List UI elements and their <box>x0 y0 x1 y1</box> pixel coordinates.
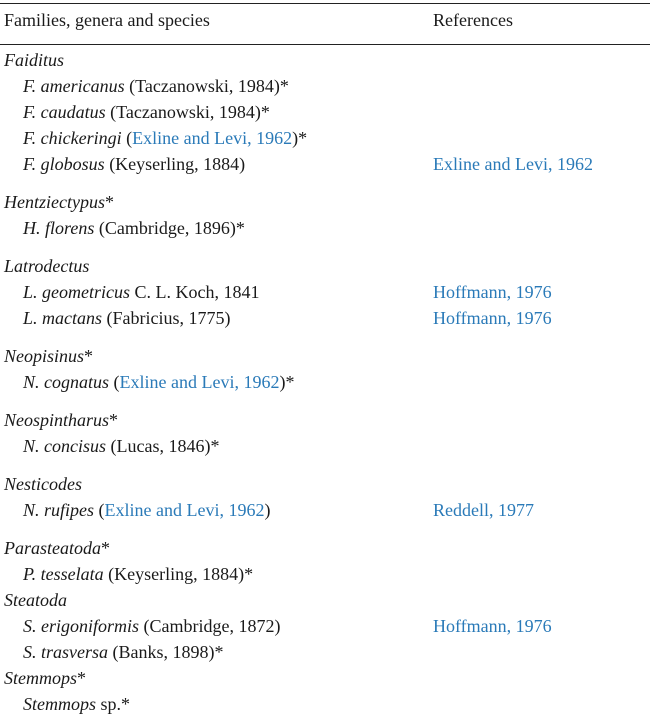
genus-name: Latrodectus <box>4 256 90 276</box>
species-row <box>0 100 650 124</box>
genus-name: Faiditus <box>4 50 65 70</box>
genus-cell <box>4 536 110 560</box>
species-author: ( <box>98 500 105 520</box>
genus-row <box>0 472 650 496</box>
species-cell <box>23 614 280 638</box>
species-row <box>0 152 650 176</box>
genus-cell <box>4 408 118 432</box>
species-author: (Banks, 1898)* <box>112 642 224 662</box>
author-tail: ) <box>264 500 271 520</box>
genus-row <box>0 588 650 612</box>
genus-cell <box>4 254 89 278</box>
species-row <box>0 280 650 304</box>
genus-asterisk: * <box>84 346 94 366</box>
genus-name: Neospintharus <box>4 410 110 430</box>
genus-cell <box>4 666 86 690</box>
genus-asterisk: * <box>77 668 86 688</box>
species-row <box>0 692 650 716</box>
species-name: F. americanus <box>23 76 125 96</box>
genus-cell <box>4 472 82 496</box>
species-name: F. caudatus <box>23 102 106 122</box>
species-name: S. erigoniformis <box>23 616 140 636</box>
reference-link[interactable]: Exline and Levi, 1962 <box>433 154 593 174</box>
species-cell <box>23 100 270 124</box>
genus-name: Parasteatoda <box>4 538 101 558</box>
species-row <box>0 434 650 458</box>
species-name: L. geometricus <box>23 282 130 302</box>
species-row <box>0 498 650 522</box>
genus-cell <box>4 588 67 612</box>
species-name: H. florens <box>23 218 95 238</box>
species-cell <box>23 74 289 98</box>
genus-row <box>0 536 650 560</box>
citation-link[interactable]: Exline and Levi, 1962 <box>104 500 265 520</box>
species-name: P. tesselata <box>23 564 104 584</box>
genus-cell <box>4 48 64 72</box>
species-author: (Cambridge, 1872) <box>143 616 281 636</box>
species-cell <box>23 370 294 394</box>
author-tail: )* <box>292 128 308 148</box>
species-cell <box>23 692 130 716</box>
reference-link[interactable]: Hoffmann, 1976 <box>433 282 552 302</box>
author-tail: )* <box>279 372 295 392</box>
species-cell <box>23 562 253 586</box>
genus-row <box>0 48 650 72</box>
header-rule <box>0 44 650 45</box>
species-cell <box>23 306 231 330</box>
genus-cell <box>4 190 114 214</box>
genus-row <box>0 344 650 368</box>
top-rule <box>0 3 650 4</box>
citation-link[interactable]: Exline and Levi, 1962 <box>132 128 293 148</box>
species-author: (Keyserling, 1884)* <box>108 564 254 584</box>
species-row <box>0 614 650 638</box>
species-name: F. chickeringi <box>23 128 122 148</box>
reference-link[interactable]: Hoffmann, 1976 <box>433 616 552 636</box>
species-row <box>0 640 650 664</box>
species-row <box>0 370 650 394</box>
genus-asterisk: * <box>109 410 119 430</box>
species-cell <box>23 216 245 240</box>
species-row <box>0 562 650 586</box>
genus-cell <box>4 344 93 368</box>
species-author: sp.* <box>100 694 131 714</box>
genus-row <box>0 408 650 432</box>
genus-row <box>0 666 650 690</box>
genus-name: Hentziectypus <box>4 192 105 212</box>
species-author: (Fabricius, 1775) <box>106 308 231 328</box>
species-author: (Lucas, 1846)* <box>110 436 220 456</box>
species-author: ( <box>113 372 120 392</box>
genus-name: Steatoda <box>4 590 67 610</box>
species-cell <box>23 280 260 304</box>
species-author: (Cambridge, 1896)* <box>98 218 245 238</box>
species-row <box>0 306 650 330</box>
species-name: F. globosus <box>23 154 105 174</box>
genus-asterisk: * <box>101 538 110 558</box>
header-references: References <box>433 10 513 30</box>
species-author: C. L. Koch, 1841 <box>134 282 260 302</box>
species-name: S. trasversa <box>23 642 108 662</box>
header-families: Families, genera and species <box>4 10 210 30</box>
genus-name: Neopisinus <box>4 346 85 366</box>
genus-asterisk: * <box>104 192 114 212</box>
species-author: ( <box>126 128 133 148</box>
genus-name: Nesticodes <box>4 474 82 494</box>
species-name: Stemmops <box>23 694 96 714</box>
species-author: (Taczanowski, 1984)* <box>110 102 270 122</box>
species-name: N. rufipes <box>23 500 95 520</box>
genus-name: Stemmops <box>4 668 77 688</box>
species-cell <box>23 640 224 664</box>
species-name: L. mactans <box>23 308 103 328</box>
species-cell <box>23 126 307 150</box>
species-row <box>0 126 650 150</box>
reference-link[interactable]: Hoffmann, 1976 <box>433 308 552 328</box>
species-row <box>0 74 650 98</box>
genus-row <box>0 254 650 278</box>
reference-link[interactable]: Reddell, 1977 <box>433 500 534 520</box>
genus-row <box>0 190 650 214</box>
species-cell <box>23 434 219 458</box>
species-name: N. concisus <box>23 436 106 456</box>
species-cell <box>23 152 245 176</box>
citation-link[interactable]: Exline and Levi, 1962 <box>119 372 280 392</box>
species-row <box>0 216 650 240</box>
species-author: (Keyserling, 1884) <box>109 154 246 174</box>
species-name: N. cognatus <box>23 372 110 392</box>
species-author: (Taczanowski, 1984)* <box>129 76 289 96</box>
species-cell <box>23 498 270 522</box>
